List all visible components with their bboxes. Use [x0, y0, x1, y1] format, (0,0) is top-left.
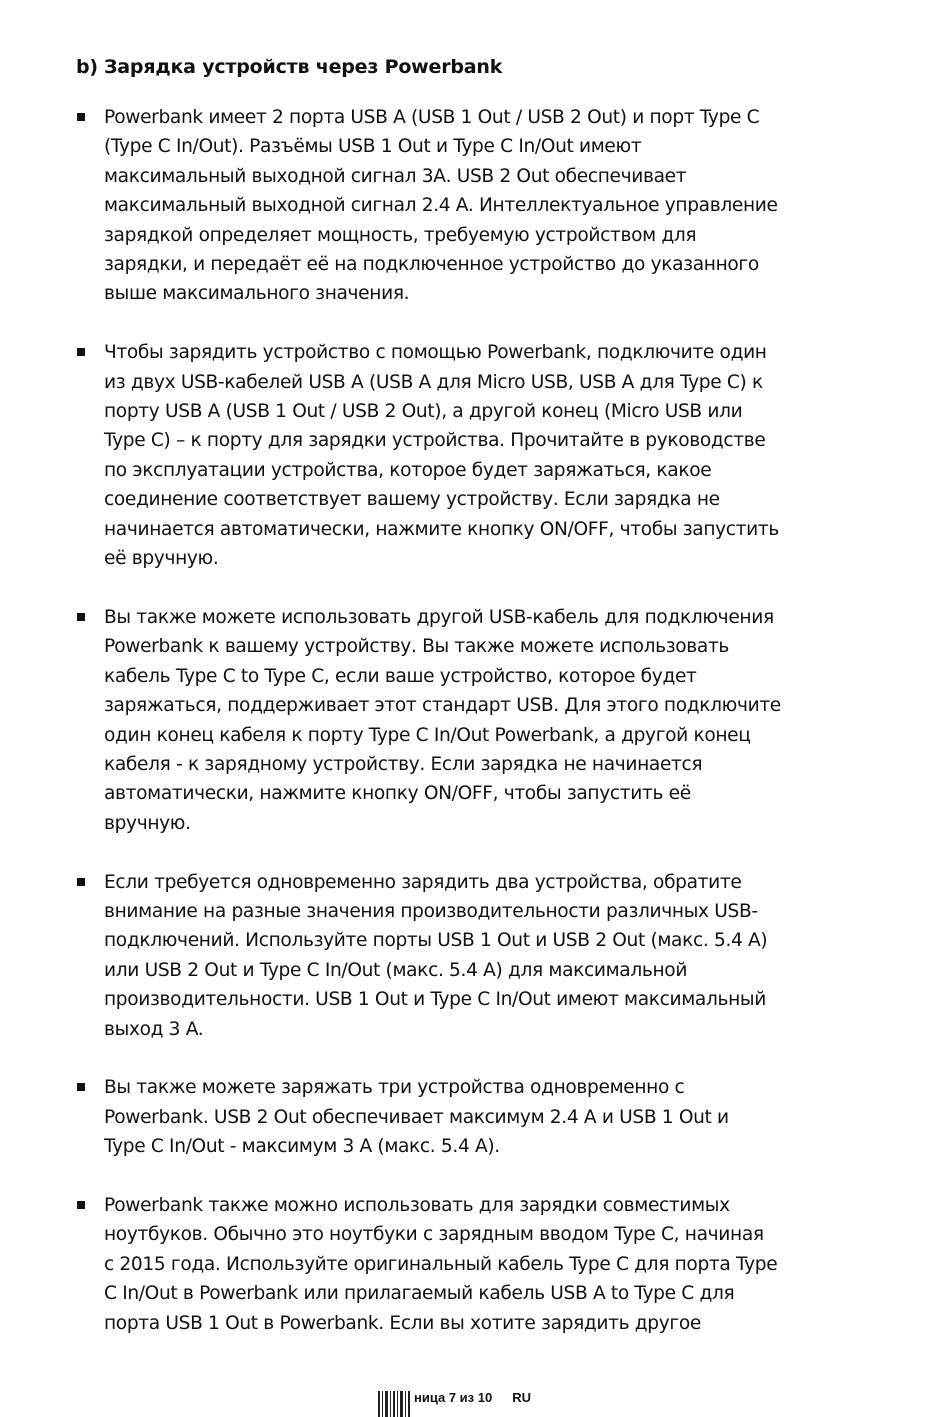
text-line: Powerbank. USB 2 Out обеспечивает максимум 2.4 A и USB 1 Out и [104, 1106, 729, 1128]
text-line: порту USB A (USB 1 Out / USB 2 Out), а другой конец (Micro USB или [104, 401, 743, 423]
text-line: подключений. Используйте порты USB 1 Out и USB 2 Out (макс. 5.4 A) [104, 930, 768, 952]
text-line: внимание на разные значения производительности различных USB- [104, 900, 758, 922]
section-title: Зарядка устройств через Powerbank [104, 56, 503, 78]
text-line: из двух USB-кабелей USB A (USB A для Micro USB, USB A для Type C) к [104, 371, 763, 393]
text-line: кабель Type C to Type C, если ваше устройство, которое будет [104, 665, 697, 687]
square-bullet-icon [77, 348, 85, 356]
list-item [76, 103, 836, 309]
text-line: зарядки, и передаёт её на подключенное устройство до указанного [104, 254, 759, 276]
text-line: Powerbank имеет 2 порта USB A (USB 1 Out / USB 2 Out) и порт Type C [104, 107, 760, 128]
text-line: ноутбуков. Обычно это ноутбуки с зарядным вводом Type C, начиная [104, 1224, 764, 1246]
text-line: производительности. USB 1 Out и Type C In/Out имеют максимальный [104, 989, 766, 1011]
text-line: Если требуется одновременно зарядить два устройства, обратите [104, 871, 742, 893]
text-line: её вручную. [104, 548, 219, 570]
text-line: максимальный выходной сигнал 2.4 A. Интеллектуальное управление [104, 195, 778, 217]
text-line: заряжаться, поддерживает этот стандарт USB. Для этого подключите [104, 695, 781, 717]
section-heading [76, 56, 502, 78]
text-line: по эксплуатации устройства, которое будет заряжаться, какое [104, 459, 712, 481]
square-bullet-icon [77, 878, 85, 886]
list-item [76, 1073, 836, 1161]
page-footer [378, 1387, 531, 1417]
text-line: выше максимального значения. [104, 283, 410, 305]
instruction-list [76, 103, 836, 1367]
square-bullet-icon [77, 113, 85, 121]
barcode-icon [378, 1387, 412, 1417]
text-line: C In/Out в Powerbank или прилагаемый кабель USB A to Type C для [104, 1283, 735, 1305]
text-line: выход 3 A. [104, 1018, 204, 1040]
text-line: или USB 2 Out и Type C In/Out (макс. 5.4 A) для максимальной [104, 959, 688, 981]
text-line: вручную. [104, 812, 191, 834]
text-line: с 2015 года. Используйте оригинальный кабель Type C для порта Type [104, 1253, 778, 1275]
list-item [76, 603, 836, 838]
text-line: (Type C In/Out). Разъёмы USB 1 Out и Type C In/Out имеют [104, 136, 642, 158]
text-line: кабеля - к зарядному устройству. Если зарядка не начинается [104, 753, 703, 775]
square-bullet-icon [77, 613, 85, 621]
section-marker: b) [76, 56, 98, 78]
text-line: максимальный выходной сигнал 3А. USB 2 Out обеспечивает [104, 165, 687, 187]
text-line: Powerbank также можно использовать для зарядки совместимых [104, 1194, 730, 1216]
text-line: порта USB 1 Out в Powerbank. Если вы хотите зарядить другое [104, 1312, 701, 1334]
square-bullet-icon [77, 1083, 85, 1091]
page-number: ница 7 из 10 [414, 1390, 493, 1405]
text-line: Чтобы зарядить устройство с помощью Powerbank, подключите один [104, 342, 767, 364]
text-line: Вы также можете заряжать три устройства одновременно с [104, 1077, 685, 1099]
text-line: Вы также можете использовать другой USB-кабель для подключения [104, 606, 774, 628]
text-line: Type C In/Out - максимум 3 A (макс. 5.4 A). [104, 1136, 500, 1158]
text-line: соединение соответствует вашему устройству. Если зарядка не [104, 489, 720, 511]
text-line: зарядкой определяет мощность, требуемую устройством для [104, 224, 697, 246]
language-code: RU [512, 1390, 531, 1405]
list-item [76, 1191, 836, 1338]
square-bullet-icon [77, 1201, 85, 1209]
text-line: автоматически, нажмите кнопку ON/OFF, чтобы запустить её [104, 783, 691, 805]
list-item [76, 868, 836, 1044]
text-line: Powerbank к вашему устройству. Вы также можете использовать [104, 636, 730, 658]
text-line: Type C) – к порту для зарядки устройства. Прочитайте в руководстве [104, 430, 766, 452]
text-line: начинается автоматически, нажмите кнопку ON/OFF, чтобы запустить [104, 518, 779, 540]
text-line: один конец кабеля к порту Type C In/Out Powerbank, а другой конец [104, 724, 751, 746]
list-item [76, 338, 836, 573]
